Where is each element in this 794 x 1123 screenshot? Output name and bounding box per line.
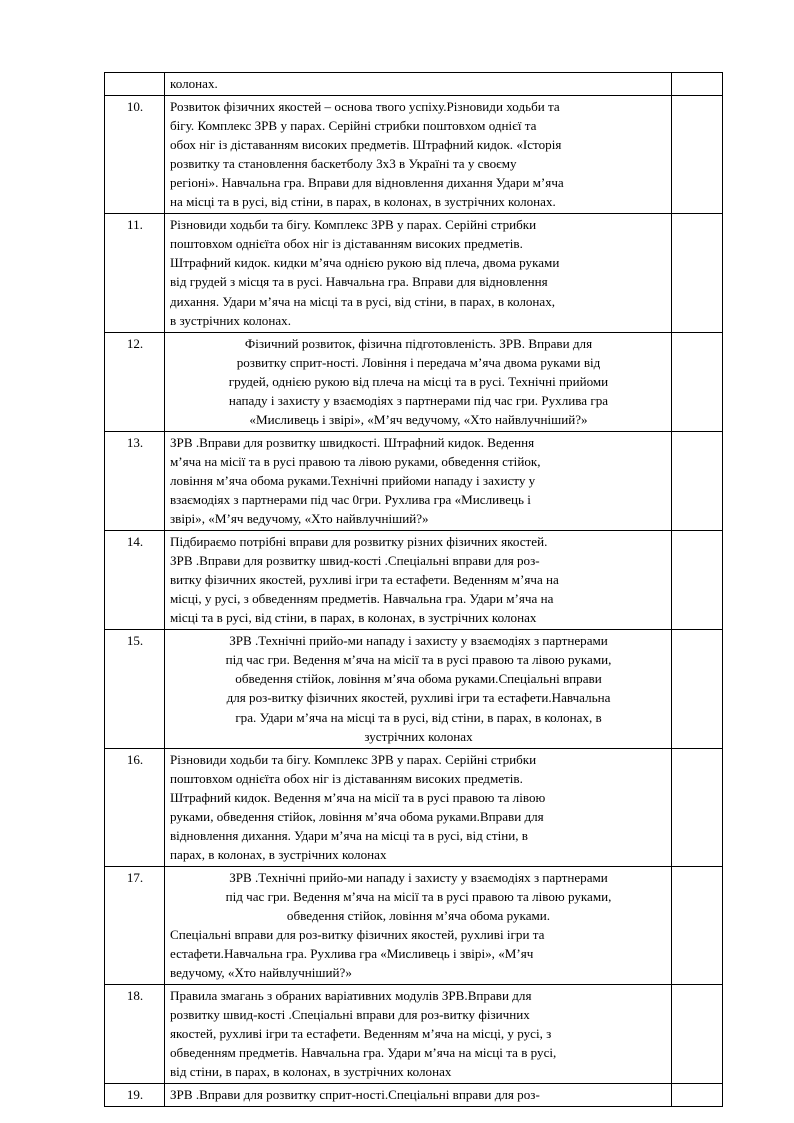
notes-cell: [672, 431, 723, 530]
row-number-cell: 14.: [105, 531, 165, 630]
notes-cell: [672, 748, 723, 866]
notes-cell: [672, 1084, 723, 1107]
lesson-content-line: обведенням предметів. Навчальна гра. Удари м’яча на місці та в русі,: [170, 1045, 557, 1061]
lesson-content-line: Підбираємо потрібні вправи для розвитку різних фізичних якостей.: [170, 534, 548, 550]
row-number-cell: 11.: [105, 214, 165, 332]
lesson-content-line: колонах.: [170, 76, 218, 91]
lesson-content-cell: [165, 748, 672, 866]
table-row: [105, 332, 723, 431]
notes-cell: [672, 73, 723, 96]
lesson-content-line: «Мисливець і звірі», «М’яч ведучому, «Хто найвлучніший?»: [249, 411, 588, 427]
lesson-content-cell: [165, 866, 672, 984]
table-body: [105, 73, 723, 1107]
lesson-content-line: Штрафний кидок. кидки м’яча однією рукою від плеча, двома руками: [170, 255, 560, 271]
lesson-content-line: ЗРВ .Вправи для розвитку швидкості. Штрафний кидок. Ведення: [170, 434, 535, 450]
lesson-content-line: поштовхом однієїта обох ніг із діставанням високих предметів.: [170, 236, 523, 252]
lesson-content-line: ЗРВ .Вправи для розвитку швид-кості .Спеціальні вправи для роз-: [170, 553, 540, 569]
table-row: [105, 431, 723, 530]
lesson-content-line: нападу і захисту у взаємодіях з партнерами під час гри. Рухлива гра: [228, 392, 609, 408]
lesson-content-line: парах, в колонах, в зустрічних колонах: [170, 846, 387, 862]
lesson-content-line: ловіння м’яча обома руками.Технічні прийоми нападу і захисту у: [170, 472, 536, 488]
lesson-content-line: дихання. Удари м’яча на місці та в русі, від стіни, в парах, в колонах,: [170, 293, 556, 309]
lesson-content-line: відновлення дихання. Удари м’яча на місці та в русі, від стіни, в: [170, 827, 528, 843]
lesson-content-line: витку фізичних якостей, рухливі ігри та естафети. Веденням м’яча на: [170, 572, 559, 588]
lesson-content-cell: [165, 73, 672, 96]
table-row: [105, 531, 723, 630]
notes-cell: [672, 866, 723, 984]
lesson-content-cell: [165, 96, 672, 214]
lesson-content-line: від грудей з місця та в русі. Навчальна гра. Вправи для відновлення: [170, 274, 548, 290]
notes-cell: [672, 96, 723, 214]
lesson-content-line: поштовхом однієїта обох ніг із діставанням високих предметів.: [170, 770, 523, 786]
table-row: [105, 985, 723, 1084]
lesson-content-line: ЗРВ .Вправи для розвитку сприт-ності.Спеціальні вправи для роз-: [170, 1087, 540, 1103]
table-row: [105, 1084, 723, 1107]
row-number-cell: 16.: [105, 748, 165, 866]
lesson-content-line: Різновиди ходьби та бігу. Комплекс ЗРВ у парах. Серійні стрибки: [170, 217, 537, 233]
notes-cell: [672, 985, 723, 1084]
table-row: [105, 630, 723, 748]
lesson-content-line: в зустрічних колонах.: [170, 312, 291, 328]
lesson-content-line: під час гри. Ведення м’яча на місії та в русі правою та лівою руками,: [225, 652, 612, 668]
lesson-content-line: Штрафний кидок. Ведення м’яча на місії та в русі правою та лівою: [170, 789, 546, 805]
lesson-content-cell: [165, 531, 672, 630]
lesson-content-cell: [165, 985, 672, 1084]
lesson-content-cell: [165, 630, 672, 748]
lesson-content-cell: [165, 1084, 672, 1107]
table-row: [105, 96, 723, 214]
row-number-cell: 15.: [105, 630, 165, 748]
lesson-content-cell: [165, 214, 672, 332]
lesson-content-line: гра. Удари м’яча на місці та в русі, від стіни, в парах, в колонах, в: [235, 709, 602, 725]
lesson-content-line: місці, у русі, з обведенням предметів. Навчальна гра. Удари м’яча на: [170, 591, 554, 607]
row-number-cell: [105, 73, 165, 96]
notes-cell: [672, 630, 723, 748]
lesson-content-line: Різновиди ходьби та бігу. Комплекс ЗРВ у парах. Серійні стрибки: [170, 751, 537, 767]
row-number-cell: 17.: [105, 866, 165, 984]
lesson-content-line: ЗРВ .Технічні прийо-ми нападу і захисту у взаємодіях з партнерами: [229, 633, 608, 649]
lesson-content-line: зустрічних колонах: [364, 728, 473, 744]
lesson-content-line: під час гри. Ведення м’яча на місії та в русі правою та лівою руками,: [225, 888, 612, 904]
table-row: [105, 214, 723, 332]
lesson-content-line: ЗРВ .Технічні прийо-ми нападу і захисту у взаємодіях з партнерами: [229, 869, 608, 885]
lesson-content-line: обведення стійок, ловіння м’яча обома руками.: [286, 907, 551, 923]
lesson-content-line: обведення стійок, ловіння м’яча обома руками.Спеціальні вправи: [235, 671, 602, 687]
row-number-cell: 18.: [105, 985, 165, 1084]
lesson-content-line: звірі», «М’яч ведучому, «Хто найвлучніший?»: [170, 511, 429, 527]
row-number-cell: 13.: [105, 431, 165, 530]
lesson-content-line: Спеціальні вправи для роз-витку фізичних якостей, рухливі ігри та: [170, 927, 545, 943]
lesson-content-line: регіоні». Навчальна гра. Вправи для відновлення дихання Удари м’яча: [170, 175, 564, 191]
lesson-content-line: розвитку сприт-ності. Ловіння і передача м’яча двома руками від: [236, 354, 601, 370]
lesson-content-line: руками, обведення стійок, ловіння м’яча обома руками.Вправи для: [170, 808, 544, 824]
lesson-content-line: Розвиток фізичних якостей – основа твого успіху.Різновиди ходьби та: [170, 99, 560, 115]
row-number-cell: 19.: [105, 1084, 165, 1107]
table-row: [105, 866, 723, 984]
lesson-content-line: взаємодіях з партнерами під час 0гри. Рухлива гра «Мисливець і: [170, 491, 531, 507]
lesson-content-line: на місці та в русі, від стіни, в парах, в колонах, в зустрічних колонах.: [170, 194, 556, 210]
table-row: [105, 73, 723, 96]
lesson-content-line: м’яча на місії та в русі правою та лівою руками, обведення стійок,: [170, 453, 541, 469]
lesson-content-line: для роз-витку фізичних якостей, рухливі ігри та естафети.Навчальна: [226, 690, 611, 706]
lesson-plan-table: [104, 72, 723, 1107]
lesson-content-line: якостей, рухливі ігри та естафети. Веденням м’яча на місці, у русі, з: [170, 1026, 552, 1042]
lesson-content-line: розвитку швид-кості .Спеціальні вправи для роз-витку фізичних: [170, 1007, 530, 1023]
lesson-content-line: від стіни, в парах, в колонах, в зустрічних колонах: [170, 1064, 452, 1080]
table-row: [105, 748, 723, 866]
lesson-content-line: розвитку та становлення баскетболу 3х3 в Україні та у своєму: [170, 156, 517, 172]
lesson-content-line: Фізичний розвиток, фізична підготовленість. ЗРВ. Вправи для: [244, 335, 593, 351]
notes-cell: [672, 332, 723, 431]
lesson-content-cell: [165, 431, 672, 530]
lesson-content-line: ведучому, «Хто найвлучніший?»: [170, 965, 352, 981]
notes-cell: [672, 531, 723, 630]
row-number-cell: 10.: [105, 96, 165, 214]
lesson-content-line: бігу. Комплекс ЗРВ у парах. Серійні стрибки поштовхом однієї та: [170, 118, 537, 134]
lesson-content-line: естафети.Навчальна гра. Рухлива гра «Мисливець і звірі», «М’яч: [170, 946, 534, 962]
notes-cell: [672, 214, 723, 332]
lesson-content-line: місці та в русі, від стіни, в парах, в колонах, в зустрічних колонах: [170, 610, 537, 626]
lesson-content-cell: [165, 332, 672, 431]
lesson-content-line: грудей, однією рукою від плеча на місці та в русі. Технічні прийоми: [228, 373, 609, 389]
lesson-content-line: обох ніг із діставанням високих предметів. Штрафний кидок. «Історія: [170, 137, 562, 153]
lesson-content-line: Правила змагань з обраних варіативних модулів ЗРВ.Вправи для: [170, 988, 532, 1004]
row-number-cell: 12.: [105, 332, 165, 431]
